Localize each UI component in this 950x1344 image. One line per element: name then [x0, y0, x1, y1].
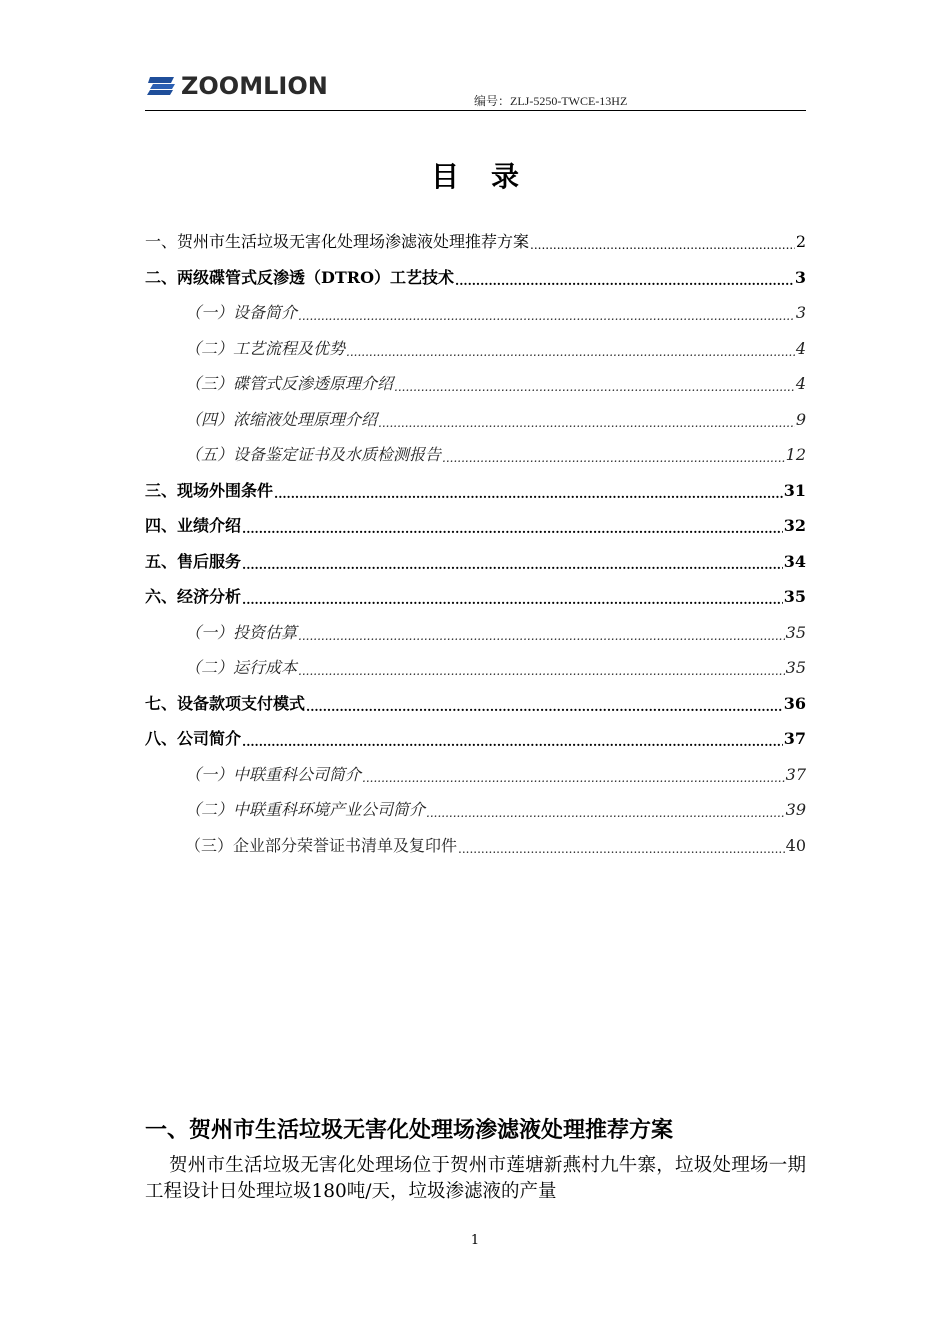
toc-entry-page-number: 3 [794, 267, 806, 287]
toc-entry-label: （四）浓缩液处理原理介绍 [185, 409, 378, 429]
toc-entry[interactable] [145, 719, 806, 749]
toc-dot-leader [426, 806, 785, 820]
toc-entry[interactable] [145, 577, 806, 607]
toc-entry-page-number: 36 [783, 693, 806, 713]
toc-entry[interactable] [185, 329, 806, 359]
toc-entry-page-number: 4 [795, 374, 806, 393]
toc-entry-page-number: 2 [795, 232, 806, 251]
toc-entry[interactable] [145, 506, 806, 536]
toc-entry-label: 一、贺州市生活垃圾无害化处理场渗滤液处理推荐方案 [145, 232, 530, 251]
toc-entry[interactable] [185, 648, 806, 678]
toc-entry-page-number: 35 [783, 587, 806, 606]
header-divider [145, 110, 806, 111]
toc-dot-leader [298, 629, 785, 643]
section-heading: 一、贺州市生活垃圾无害化处理场渗滤液处理推荐方案 [145, 1117, 674, 1143]
toc-entry-page-number: 3 [795, 303, 806, 322]
toc-entry-label: 二、两级碟管式反渗透（DTRO）工艺技术 [145, 267, 455, 287]
toc-entry[interactable] [145, 258, 806, 288]
toc-dot-leader [394, 380, 795, 394]
toc-dot-leader [442, 451, 785, 465]
toc-title: 目录 [430, 160, 551, 193]
toc-entry-page-number: 4 [795, 338, 806, 358]
toc-entry-label: 五、售后服务 [145, 551, 242, 571]
toc-entry-label: 七、设备款项支付模式 [145, 693, 306, 713]
logo-wordmark: ZOOMLION [181, 72, 328, 100]
toc-dot-leader [458, 842, 785, 856]
toc-entry[interactable] [145, 222, 806, 252]
toc-entry[interactable] [145, 684, 806, 714]
toc-entry[interactable] [185, 364, 806, 394]
toc-entry-label: （二）工艺流程及优势 [185, 338, 346, 358]
zoomlion-logo-icon [147, 74, 177, 98]
toc-entry-page-number: 37 [785, 764, 806, 784]
toc-entry-page-number: 31 [783, 480, 806, 500]
toc-entry-page-number: 32 [783, 516, 806, 535]
toc-entry-label: （一）中联重科公司简介 [185, 764, 362, 784]
toc-entry[interactable] [185, 755, 806, 785]
toc-entry-page-number: 35 [785, 622, 806, 642]
toc-dot-leader [306, 700, 783, 714]
toc-dot-leader [530, 238, 795, 252]
toc-dot-leader [298, 664, 785, 678]
toc-dot-leader [242, 558, 783, 572]
toc-entry[interactable] [185, 293, 806, 323]
toc-dot-leader [242, 593, 783, 607]
toc-entry-label: （一）设备简介 [185, 303, 298, 322]
section-body-text: 贺州市生活垃圾无害化处理场位于贺州市莲塘新燕村九牛寨，垃圾处理场一期工程设计日处理垃圾180吨/天，垃圾渗滤液的产量 [145, 1155, 806, 1202]
toc-entry-page-number: 40 [785, 835, 806, 855]
toc-entry-page-number: 12 [785, 445, 806, 464]
toc-entry[interactable] [185, 826, 806, 856]
toc-entry[interactable] [145, 542, 806, 572]
toc-entry-page-number: 9 [795, 409, 806, 429]
toc-entry[interactable] [185, 400, 806, 430]
toc-dot-leader [378, 416, 795, 430]
toc-entry[interactable] [185, 613, 806, 643]
toc-entry-label: 六、经济分析 [145, 587, 242, 606]
toc-dot-leader [242, 735, 783, 749]
toc-dot-leader [455, 274, 794, 288]
toc-dot-leader [362, 771, 785, 785]
toc-dot-leader [274, 487, 783, 501]
toc-entry-page-number: 34 [783, 551, 806, 571]
toc-entry-label: （二）中联重科环境产业公司简介 [185, 800, 426, 819]
toc-entry-label: 八、公司简介 [145, 729, 242, 748]
toc-entry-page-number: 39 [785, 800, 806, 819]
toc-entry[interactable] [185, 790, 806, 820]
toc-dot-leader [298, 309, 795, 323]
toc-entry-label: （三）企业部分荣誉证书清单及复印件 [185, 835, 458, 855]
toc-entry-label: （二）运行成本 [185, 658, 298, 677]
toc-entry-page-number: 37 [783, 729, 806, 748]
toc-entry-label: （五）设备鉴定证书及水质检测报告 [185, 445, 442, 464]
toc-dot-leader [346, 345, 795, 359]
document-number: 编号：ZLJ-5250-TWCE-13HZ [474, 94, 628, 108]
toc-dot-leader [242, 522, 783, 536]
company-logo [147, 70, 328, 102]
toc-entry-label: （一）投资估算 [185, 622, 298, 642]
toc-entry-page-number: 35 [785, 658, 806, 677]
toc-entry[interactable] [185, 435, 806, 465]
toc-entry-label: 四、业绩介绍 [145, 516, 242, 535]
page-number: 1 [470, 1233, 480, 1248]
toc-entry-label: 三、现场外围条件 [145, 480, 274, 500]
toc-entry[interactable] [145, 471, 806, 501]
toc-entry-label: （三）碟管式反渗透原理介绍 [185, 374, 394, 393]
